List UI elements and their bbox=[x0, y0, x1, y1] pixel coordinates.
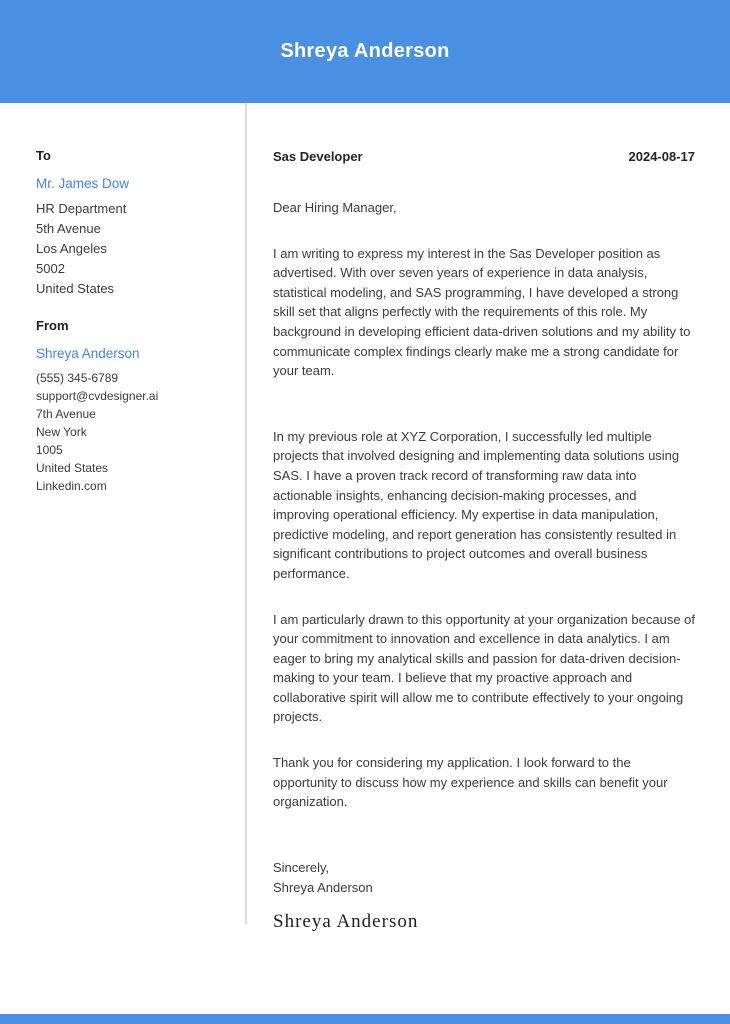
recipient-section bbox=[36, 148, 225, 299]
paragraph-intro: I am writing to express my interest in the Sas Developer position as advertised. With over seven years of experience in data analysis, statistical modeling, and SAS programming, I have developed a strong skill set that aligns perfectly with the requirements of this role. My background in developing efficient data-driven solutions and my ability to communicate complex findings clearly make me a strong candidate for your team. bbox=[273, 245, 691, 379]
from-heading: From bbox=[36, 318, 69, 333]
paragraph-thanks: Thank you for considering my application. I look forward to the opportunity to discuss how my experience and skills can benefit your organization. bbox=[273, 755, 668, 810]
letter-body bbox=[245, 103, 730, 933]
sender-section bbox=[36, 318, 225, 495]
recipient-street: 5th Avenue bbox=[36, 221, 101, 236]
paragraph-experience: In my previous role at XYZ Corporation, I successfully led multiple projects that involved designing and implementing data solutions using SAS. I have a proven track record of transforming raw data into actionable insights, enhancing decision-making processes, and improving operational efficiency. My expertise in data manipulation, predictive modeling, and report generation has consistently resulted in significant contributions to project outcomes and overall business performance. bbox=[273, 428, 680, 581]
sender-linkedin: Linkedin.com bbox=[36, 479, 107, 493]
letter-head bbox=[273, 149, 695, 164]
closing-name: Shreya Anderson bbox=[273, 879, 373, 895]
sender-phone: (555) 345-6789 bbox=[36, 371, 119, 385]
letter-date: 2024-08-17 bbox=[628, 149, 695, 164]
recipient-postcode: 5002 bbox=[36, 261, 65, 276]
footer-accent-bar bbox=[0, 1014, 730, 1024]
sender-postcode: 1005 bbox=[36, 443, 63, 457]
greeting: Dear Hiring Manager, bbox=[273, 200, 397, 215]
signature-handwriting: Shreya Anderson bbox=[273, 910, 419, 932]
header-band bbox=[0, 0, 730, 103]
header-name: Shreya Anderson bbox=[280, 40, 450, 62]
closing-salutation: Sincerely, bbox=[273, 859, 330, 875]
sender-city: New York bbox=[36, 425, 87, 439]
content-area bbox=[0, 103, 730, 933]
recipient-city: Los Angeles bbox=[36, 241, 107, 256]
recipient-country: United States bbox=[36, 281, 115, 296]
sidebar bbox=[0, 103, 245, 933]
sender-name-link[interactable]: Shreya Anderson bbox=[36, 346, 140, 361]
job-title: Sas Developer bbox=[273, 149, 363, 164]
vertical-divider bbox=[245, 103, 247, 924]
sender-email: support@cvdesigner.ai bbox=[36, 389, 159, 403]
to-heading: To bbox=[36, 148, 51, 163]
sender-street: 7th Avenue bbox=[36, 407, 96, 421]
recipient-name-link[interactable]: Mr. James Dow bbox=[36, 176, 130, 191]
sender-country: United States bbox=[36, 461, 109, 475]
recipient-department: HR Department bbox=[36, 201, 127, 216]
paragraph-motivation: I am particularly drawn to this opportunity at your organization because of your commitment to innovation and excellence in data analytics. I am eager to bring my analytical skills and passion for data-driven decision-making to your team. I believe that my proactive approach and collaborative spirit will allow me to contribute effectively to your ongoing projects. bbox=[273, 611, 696, 725]
